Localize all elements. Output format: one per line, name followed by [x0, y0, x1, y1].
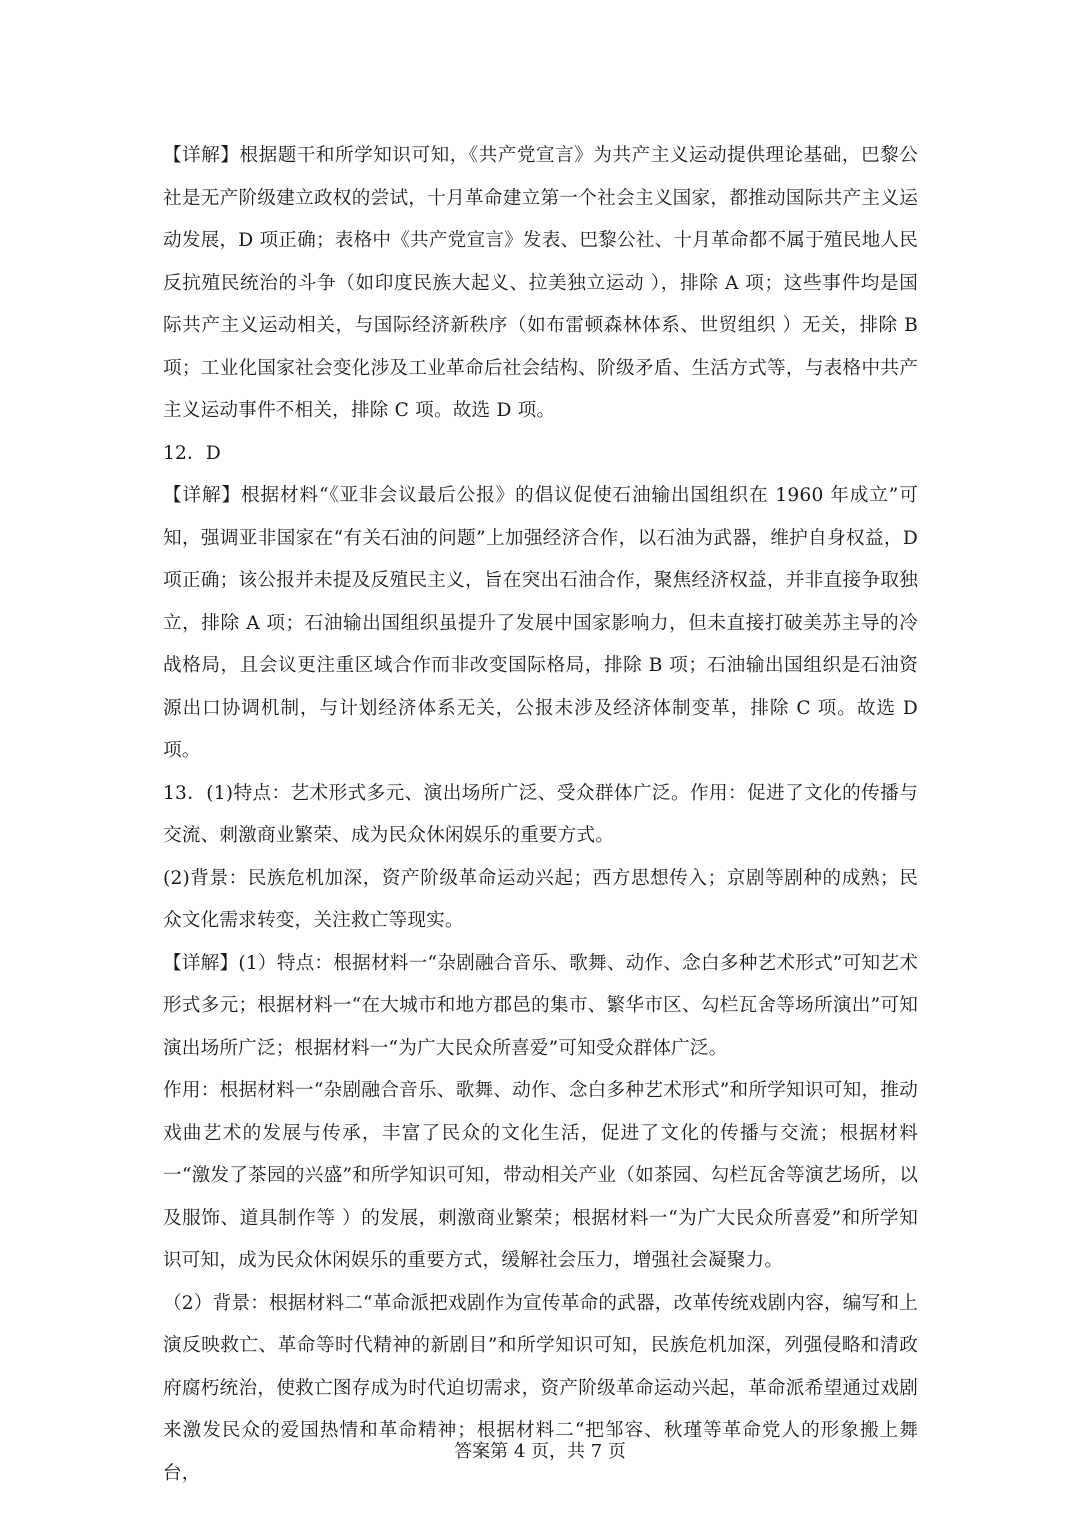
answer-page-body	[163, 135, 918, 1495]
q12-detail-paragraph: 【详解】根据材料“《亚非会议最后公报》的倡议促使石油输出国组织在 1960 年成立”可知，强调亚非国家在“有关石油的问题”上加强经济合作，以石油为武器，维护自身权益，D 项正确；该公报并未提及反殖民主义，旨在突出石油合作，聚焦经济权益，并非直接争取独立，排除 A 项；石油输出国组织虽提升了发展中国家影响力，但未直接打破美苏主导的冷战格局，且会议更注重区域合作而非改变国际格局，排除 B 项；石油输出国组织是石油资源出口协调机制，与计划经济体系无关，公报未涉及经济体制变革，排除 C 项。故选 D 项。	[163, 485, 918, 761]
q13-answer-part1: 13．(1)特点：艺术形式多元、演出场所广泛、受众群体广泛。作用：促进了文化的传播与交流、刺激商业繁荣、成为民众休闲娱乐的重要方式。	[163, 782, 918, 846]
q11-detail-paragraph: 【详解】根据题干和所学知识可知，《共产党宣言》为共产主义运动提供理论基础，巴黎公社是无产阶级建立政权的尝试，十月革命建立第一个社会主义国家，都推动国际共产主义运动发展，D 项正确；表格中《共产党宣言》发表、巴黎公社、十月革命都不属于殖民地人民反抗殖民统治的斗争（如印度民族大起义、拉美独立运动 ），排除 A 项；这些事件均是国际共产主义运动相关，与国际经济新秩序（如布雷顿森林体系、世贸组织 ）无关，排除 B 项；工业化国家社会变化涉及工业革命后社会结构、阶级矛盾、生活方式等，与表格中共产主义运动事件不相关，排除 C 项。故选 D 项。	[163, 145, 918, 421]
q12-answer: 12．D	[163, 442, 221, 464]
q13-detail-features: 【详解】(1）特点：根据材料一“杂剧融合音乐、歌舞、动作、念白多种艺术形式”可知艺术形式多元；根据材料一“在大城市和地方郡邑的集市、繁华市区、勾栏瓦舍等场所演出”可知演出场所广泛；根据材料一“为广大民众所喜爱”可知受众群体广泛。	[163, 952, 918, 1059]
q13-answer-part2: (2)背景：民族危机加深，资产阶级革命运动兴起；西方思想传入；京剧等剧种的成熟；民众文化需求转变，关注救亡等现实。	[163, 867, 918, 931]
q13-detail-background: （2）背景：根据材料二“革命派把戏剧作为宣传革命的武器，改革传统戏剧内容，编写和上演反映救亡、革命等时代精神的新剧目”和所学知识可知，民族危机加深，列强侵略和清政府腐朽统治，使救亡图存成为时代迫切需求，资产阶级革命运动兴起，革命派希望通过戏剧来激发民众的爱国热情和革命精神；根据材料二“把邹容、秋瑾等革命党人的形象搬上舞台，	[163, 1292, 918, 1484]
q13-detail-effects: 作用：根据材料一“杂剧融合音乐、歌舞、动作、念白多种艺术形式”和所学知识可知，推动戏曲艺术的发展与传承，丰富了民众的文化生活，促进了文化的传播与交流；根据材料一“激发了茶园的兴盛”和所学知识可知，带动相关产业（如茶园、勾栏瓦舍等演艺场所，以及服饰、道具制作等 ）的发展，刺激商业繁荣；根据材料一“为广大民众所喜爱”和所学知识可知，成为民众休闲娱乐的重要方式，缓解社会压力，增强社会凝聚力。	[163, 1080, 918, 1271]
page-number-footer: 答案第 4 页，共 7 页	[454, 1441, 626, 1462]
